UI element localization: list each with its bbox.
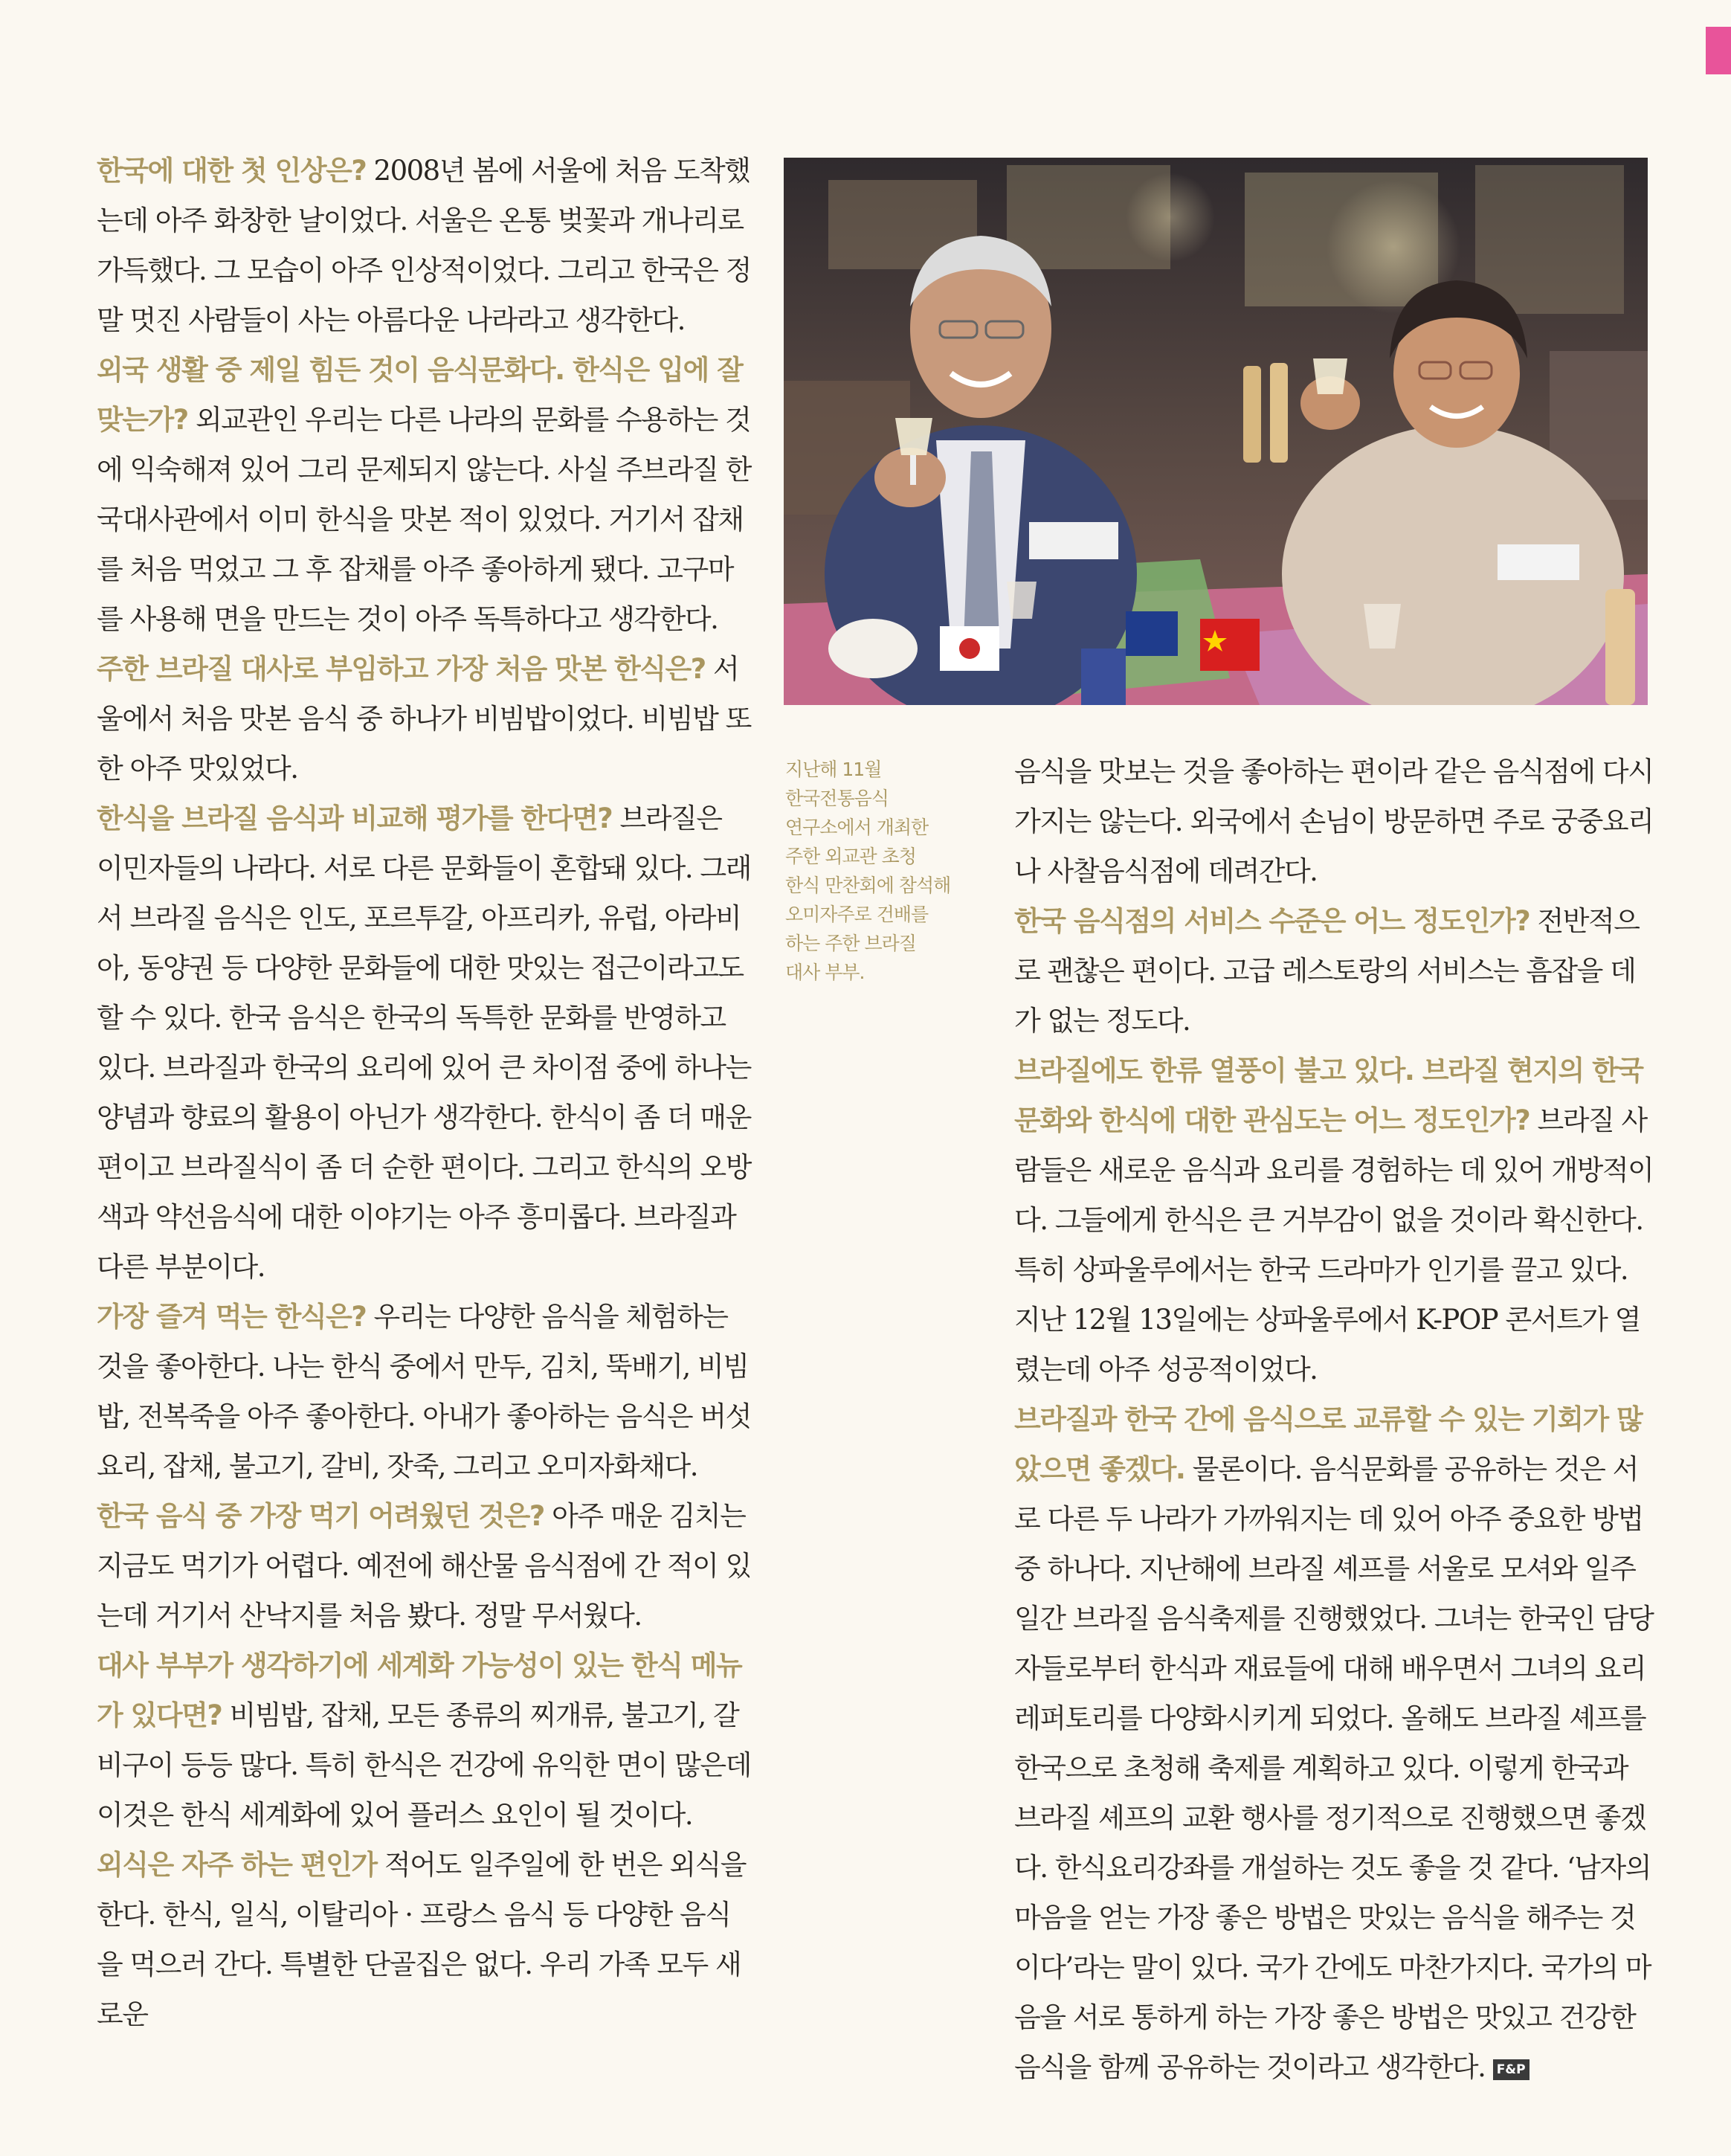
qa-paragraph: 브라질에도 한류 열풍이 불고 있다. 브라질 현지의 한국 문화와 한식에 대한 관심도는 어느 정도인가? 브라질 사람들은 새로운 음식과 요리를 경험하는 데 있어 개방적이다. 그들에게 한식은 큰 거부감이 없을 것이라 확신한다. 특히 상파울루에서는 한국 드라마가 인기를 끌고 있다. 지난 12월 13일에는 상파울루에서 K-POP 콘서트가 열렸는데 아주 성공적이었다. [1014,1055,1654,1386]
qa-paragraph: 한국에 대한 첫 인상은? 2008년 봄에 서울에 처음 도착했는데 아주 화창한 날이었다. 서울은 온통 벚꽃과 개나리로 가득했다. 그 모습이 아주 인상적이었다. 그리고 한국은 정말 멋진 사람들이 사는 아름다운 나라라고 생각한다. [97,155,751,336]
qa-paragraph: 한국 음식 중 가장 먹기 어려웠던 것은? 아주 매운 김치는 지금도 먹기가 어렵다. 예전에 해산물 음식점에 간 적이 있는데 거기서 산낙지를 처음 봤다. 정말 무서웠다. [97,1500,751,1632]
page-edge-tab [1706,27,1731,74]
caption-line: 대사 부부. [785,962,865,983]
caption-line: 한식 만찬회에 참석해 [785,875,951,896]
caption-line: 연구소에서 개최한 [785,817,929,838]
caption-line: 주한 외교관 초청 [785,846,916,867]
article-right-column [1014,747,1654,2092]
qa-paragraph: 한식을 브라질 음식과 비교해 평가를 한다면? 브라질은 이민자들의 나라다. 서로 다른 문화들이 혼합돼 있다. 그래서 브라질 음식은 인도, 포르투갈, 아프리카, 유럽, 아라비아, 동양권 등 다양한 문화들에 대한 맛있는 접근이라고도 할 수 있다. 한국 음식은 한국의 독특한 문화를 반영하고 있다. 브라질과 한국의 요리에 있어 큰 차이점 중에 하나는 양념과 향료의 활용이 아닌가 생각한다. 한식이 좀 더 매운 편이고 브라질식이 좀 더 순한 편이다. 그리고 한식의 오방색과 약선음식에 대한 이야기는 아주 흥미롭다. 브라질과 다른 부분이다. [97,802,751,1283]
qa-paragraph: 외식은 자주 하는 편인가 적어도 일주일에 한 번은 외식을 한다. 한식, 일식, 이탈리아 · 프랑스 음식 등 다양한 음식을 먹으러 간다. 특별한 단골집은 없다. 우리 가족 모두 새로운 [97,1849,747,2030]
qa-paragraph: 주한 브라질 대사로 부임하고 가장 처음 맛본 한식은? 서울에서 처음 맛본 음식 중 하나가 비빔밥이었다. 비빔밥 또한 아주 맛있었다. [97,653,751,785]
caption-line: 하는 주한 브라질 [785,933,916,954]
qa-paragraph: 한국 음식점의 서비스 수준은 어느 정도인가? 전반적으로 괜찮은 편이다. 고급 레스토랑의 서비스는 흠잡을 데가 없는 정도다. [1014,905,1640,1037]
article-left-column [97,146,752,2039]
fp-end-mark-logo: F&P [1493,2059,1529,2080]
photo-caption [785,755,971,987]
qa-paragraph: 대사 부부가 생각하기에 세계화 가능성이 있는 한식 메뉴가 있다면? 비빔밥, 잡채, 모든 종류의 찌개류, 불고기, 갈비구이 등등 많다. 특히 한식은 건강에 유익한 면이 많은데 이것은 한식 세계화에 있어 플러스 요인이 될 것이다. [97,1650,751,1831]
caption-line: 한국전통음식 [785,788,889,809]
qa-paragraph: 외국 생활 중 제일 힘든 것이 음식문화다. 한식은 입에 잘 맞는가? 외교관인 우리는 다른 나라의 문화를 수용하는 것에 익숙해져 있어 그리 문제되지 않는다. 사실 주브라질 한국대사관에서 이미 한식을 맛본 적이 있었다. 거기서 잡채를 처음 먹었고 그 후 잡채를 아주 좋아하게 됐다. 고구마를 사용해 면을 만드는 것이 아주 독특하다고 생각한다. [97,354,751,635]
caption-line: 지난해 11월 [785,759,882,780]
qa-paragraph: 음식을 맛보는 것을 좋아하는 편이라 같은 음식점에 다시 가지는 않는다. 외국에서 손님이 방문하면 주로 궁중요리나 사찰음식점에 데려간다. [1014,756,1654,887]
caption-line: 오미자주로 건배를 [785,904,929,925]
qa-paragraph: 가장 즐겨 먹는 한식은? 우리는 다양한 음식을 체험하는 것을 좋아한다. 나는 한식 중에서 만두, 김치, 뚝배기, 비빔밥, 전복죽을 아주 좋아한다. 아내가 좋아하는 음식은 버섯요리, 잡채, 불고기, 갈비, 잣죽, 그리고 오미자화채다. [97,1301,751,1482]
dinner-toast-photo [784,158,1648,705]
qa-paragraph: 브라질과 한국 간에 음식으로 교류할 수 있는 기회가 많았으면 좋겠다. 물론이다. 음식문화를 공유하는 것은 서로 다른 두 나라가 가까워지는 데 있어 아주 중요한 방법 중 하나다. 지난해에 브라질 셰프를 서울로 모셔와 일주일간 브라질 음식축제를 진행했었다. 그녀는 한국인 담당자들로부터 한식과 재료들에 대해 배우면서 그녀의 요리 레퍼토리를 다양화시키게 되었다. 올해도 브라질 셰프를 한국으로 초청해 축제를 계획하고 있다. 이렇게 한국과 브라질 셰프의 교환 행사를 정기적으로 진행했으면 좋겠다. 한식요리강좌를 개설하는 것도 좋을 것 같다. ‘남자의 마음을 얻는 가장 좋은 방법은 맛있는 음식을 해주는 것이다’라는 말이 있다. 국가 간에도 마찬가지다. 국가의 마음을 서로 통하게 하는 가장 좋은 방법은 맛있고 건강한 음식을 함께 공유하는 것이라고 생각한다. F&P [1014,1403,1654,2083]
